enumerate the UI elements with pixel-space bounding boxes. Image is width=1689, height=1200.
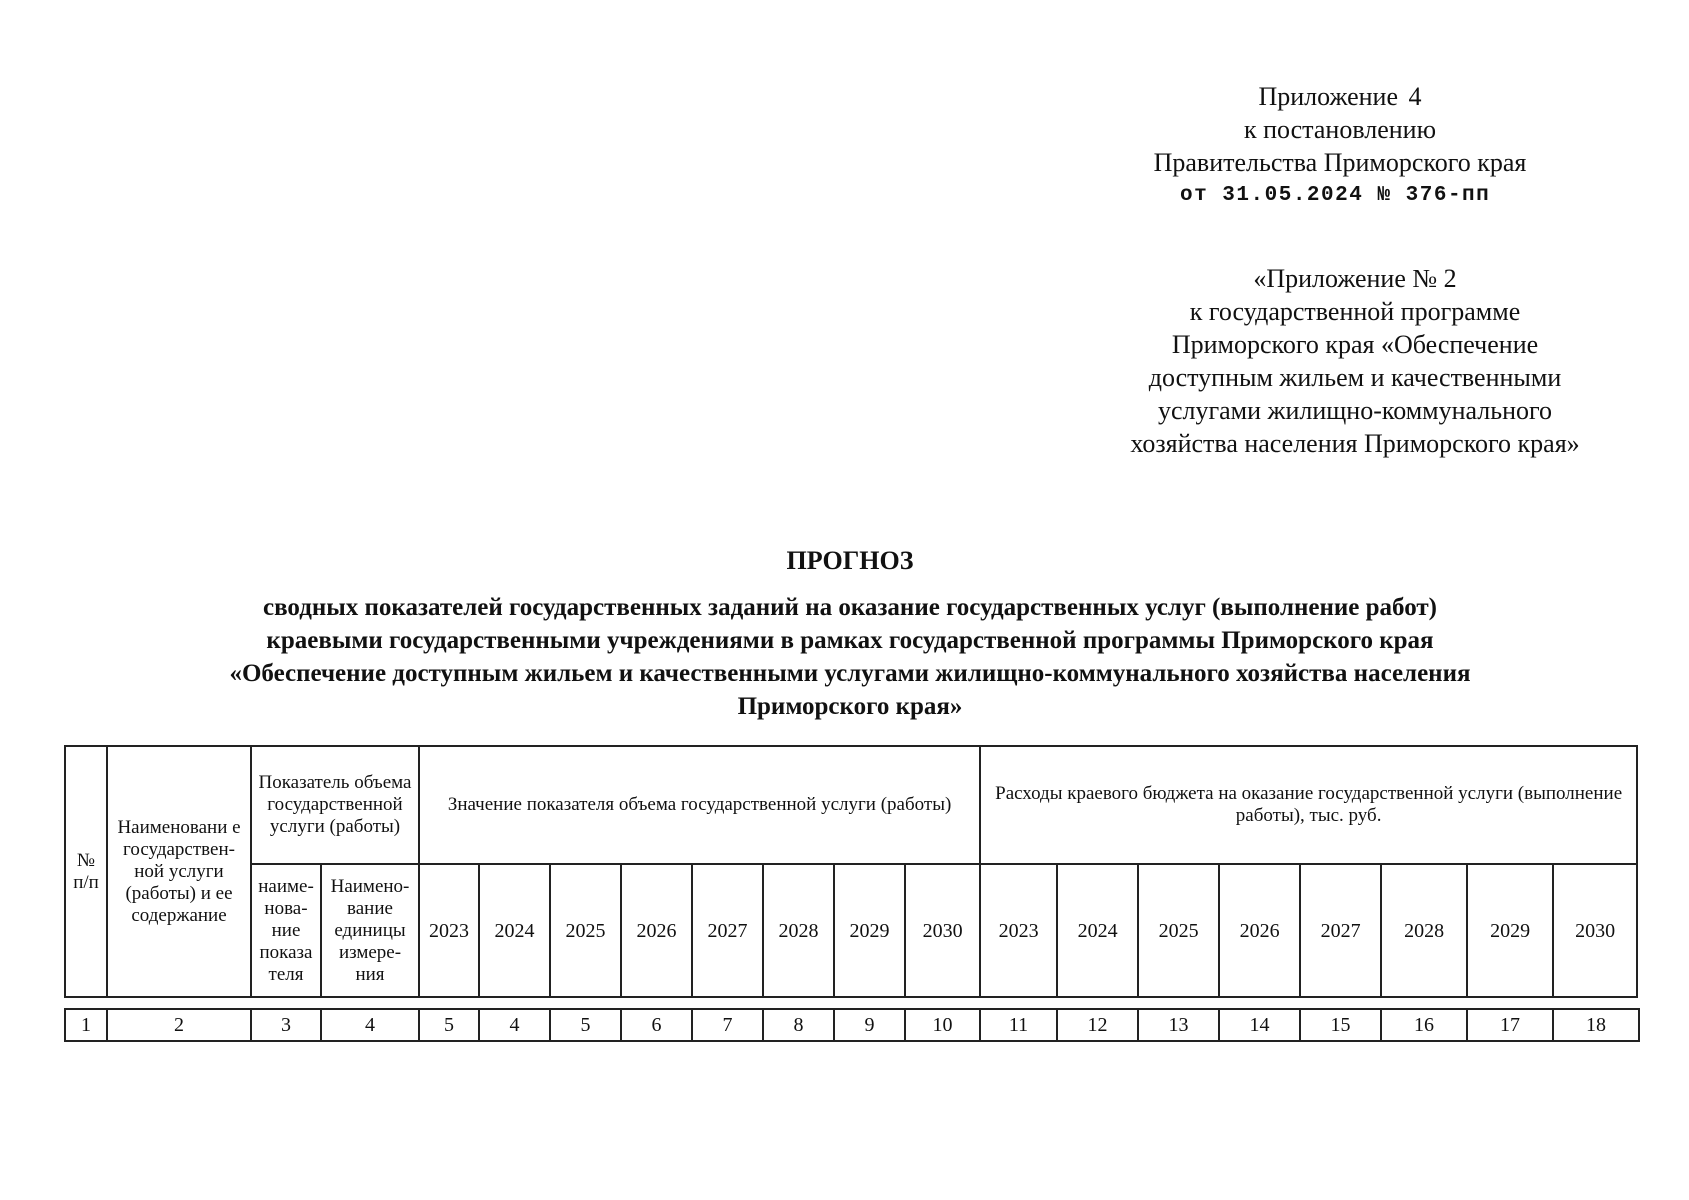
- column-number: 5: [550, 1009, 621, 1041]
- subtitle-line: сводных показателей государственных заданий на оказание государственных услуг (выполнение работ): [263, 594, 1437, 621]
- appendix-line-3: Правительства Приморского края: [1153, 148, 1527, 177]
- column-header-budget-expenses: Расходы краевого бюджета на оказание государственной услуги (выполнение работы), тыс. руб.: [980, 746, 1637, 864]
- value-year-header: 2026: [621, 864, 692, 997]
- expense-year-header: 2030: [1553, 864, 1637, 997]
- decree-stamp: от 31.05.2024 № 376-пп: [1180, 184, 1491, 207]
- column-number: 4: [479, 1009, 550, 1041]
- program-appendix-line: Приморского края «Обеспечение: [1171, 330, 1539, 359]
- value-year-header: 2023: [419, 864, 479, 997]
- column-number: 16: [1381, 1009, 1467, 1041]
- column-number: 15: [1300, 1009, 1381, 1041]
- column-header-indicator: Показатель объема государственной услуги (работы): [251, 746, 419, 864]
- program-appendix-line: «Приложение № 2: [1253, 264, 1457, 293]
- column-header-indicator-values: Значение показателя объема государственной услуги (работы): [419, 746, 980, 864]
- column-number: 5: [419, 1009, 479, 1041]
- expense-year-header: 2024: [1057, 864, 1138, 997]
- column-number: 3: [251, 1009, 321, 1041]
- value-year-header: 2029: [834, 864, 905, 997]
- column-number: 9: [834, 1009, 905, 1041]
- document-subtitle: [60, 591, 1640, 723]
- value-year-header: 2024: [479, 864, 550, 997]
- expense-year-header: 2023: [980, 864, 1057, 997]
- expense-year-header: 2025: [1138, 864, 1219, 997]
- column-number: 1: [65, 1009, 107, 1041]
- expense-year-header: 2027: [1300, 864, 1381, 997]
- column-header-service-name: Наименовани е государствен- ной услуги (работы) и ее содержание: [107, 746, 251, 997]
- column-number: 13: [1138, 1009, 1219, 1041]
- column-number: 11: [980, 1009, 1057, 1041]
- appendix-line-1: Приложение 4: [1258, 82, 1422, 111]
- program-appendix-line: доступным жильем и качественными: [1148, 363, 1562, 392]
- value-year-header: 2030: [905, 864, 980, 997]
- value-year-header: 2025: [550, 864, 621, 997]
- column-number: 10: [905, 1009, 980, 1041]
- program-appendix-header: [1105, 262, 1605, 460]
- program-appendix-line: к государственной программе: [1189, 297, 1521, 326]
- value-year-header: 2028: [763, 864, 834, 997]
- forecast-table-header: [64, 745, 1638, 998]
- expense-year-header: 2026: [1219, 864, 1300, 997]
- expense-year-header: 2028: [1381, 864, 1467, 997]
- column-number: 2: [107, 1009, 251, 1041]
- column-numbering-row: [64, 1008, 1640, 1042]
- column-number: 6: [621, 1009, 692, 1041]
- program-appendix-line: хозяйства населения Приморского края»: [1130, 429, 1580, 458]
- column-header-number: № п/п: [65, 746, 107, 997]
- subtitle-line: Приморского края»: [737, 693, 963, 720]
- column-number: 17: [1467, 1009, 1553, 1041]
- column-number: 18: [1553, 1009, 1639, 1041]
- subtitle-line: «Обеспечение доступным жильем и качественными услугами жилищно-коммунального хозяйства населения: [229, 660, 1471, 687]
- document-title: ПРОГНОЗ: [786, 546, 914, 575]
- column-number: 12: [1057, 1009, 1138, 1041]
- column-number: 7: [692, 1009, 763, 1041]
- expense-year-header: 2029: [1467, 864, 1553, 997]
- column-number: 14: [1219, 1009, 1300, 1041]
- column-number: 4: [321, 1009, 419, 1041]
- subtitle-line: краевыми государственными учреждениями в рамках государственной программы Приморского края: [266, 627, 1434, 654]
- value-year-header: 2027: [692, 864, 763, 997]
- column-header-indicator-name: наиме- нова- ние показа теля: [251, 864, 321, 997]
- appendix-header: [1120, 80, 1560, 179]
- appendix-line-2: к постановлению: [1243, 115, 1437, 144]
- column-header-unit-name: Наимено- вание единицы измере- ния: [321, 864, 419, 997]
- column-number: 8: [763, 1009, 834, 1041]
- program-appendix-line: услугами жилищно-коммунального: [1157, 396, 1553, 425]
